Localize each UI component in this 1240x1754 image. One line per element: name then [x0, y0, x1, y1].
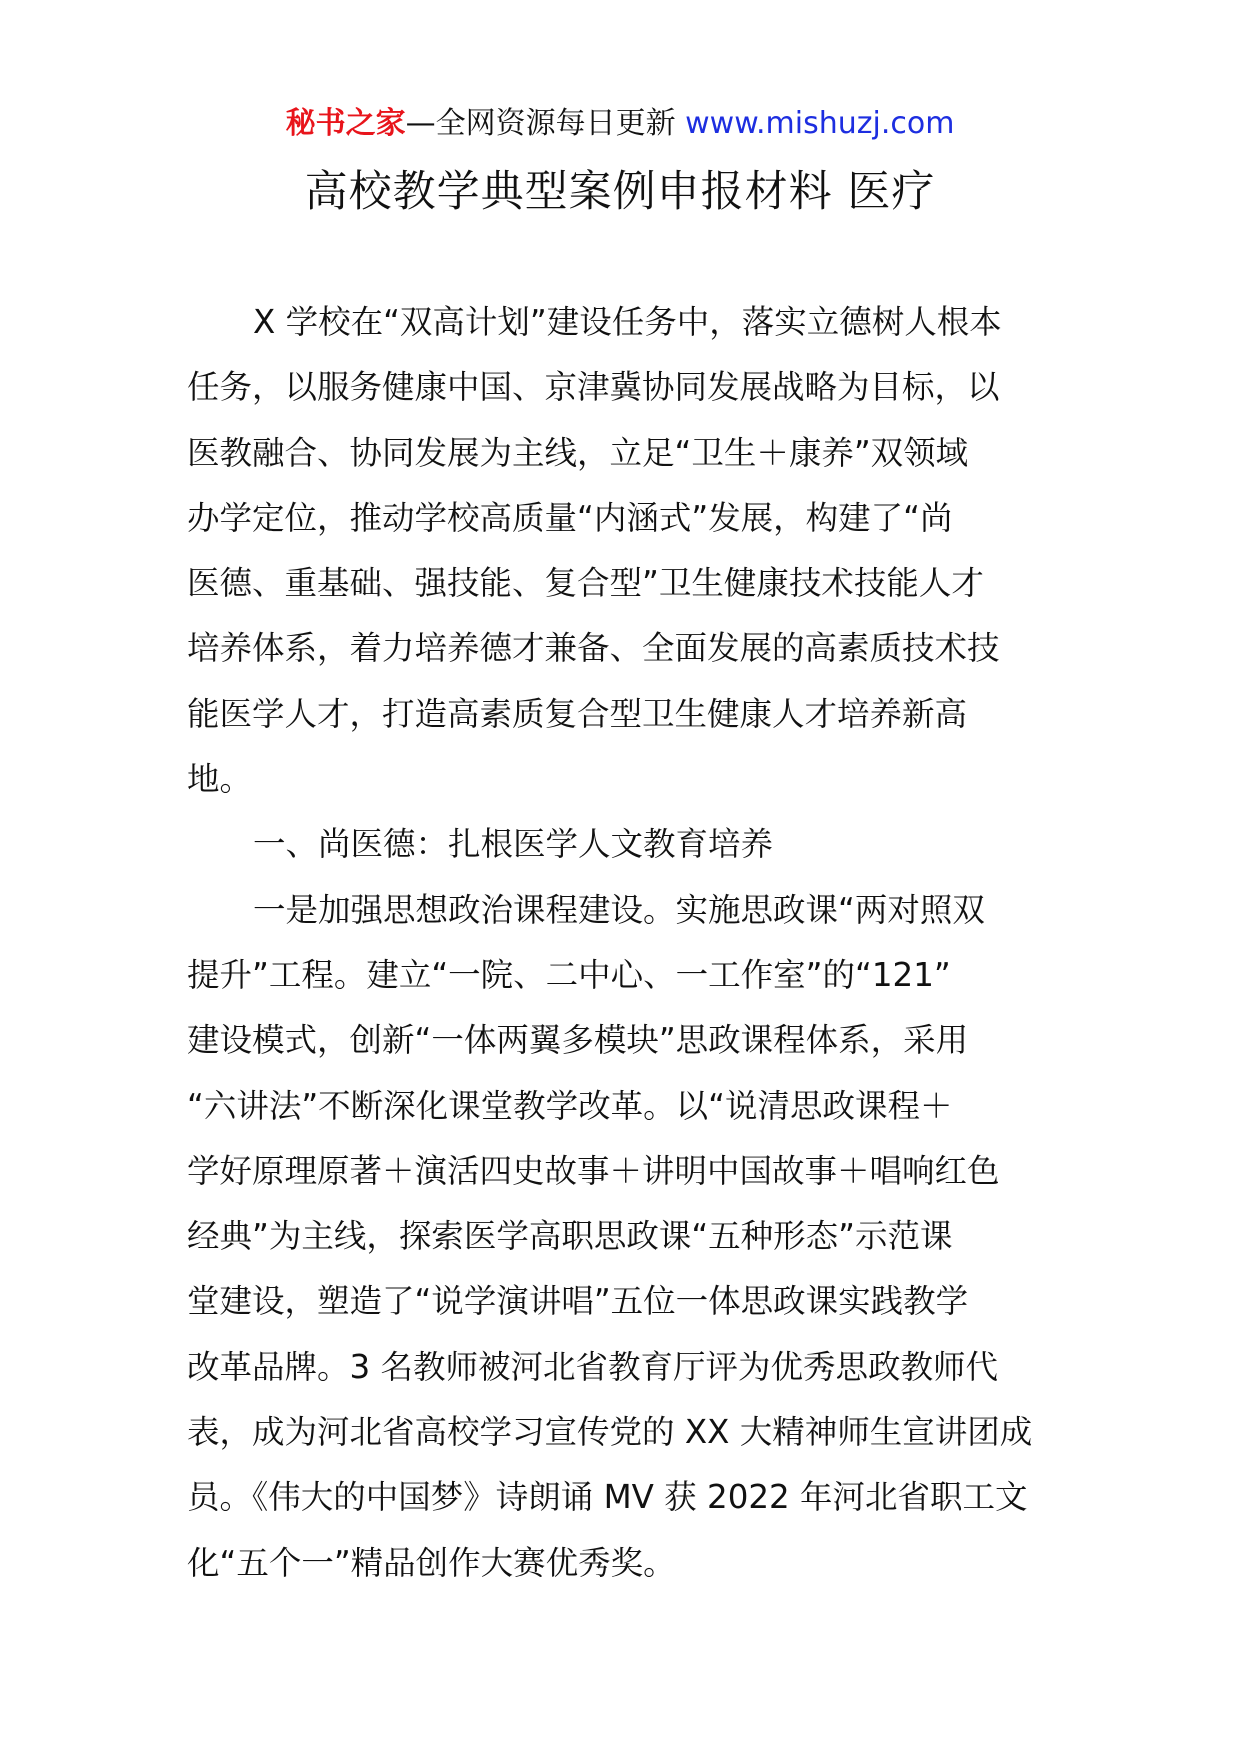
- paragraph-line: 医教融合、协同发展为主线，立足“卫生＋康养”双领域: [187, 433, 969, 472]
- paragraph-line: 能医学人才，打造高素质复合型卫生健康人才培养新高: [187, 694, 968, 733]
- paragraph-line: 地。: [187, 760, 253, 799]
- paragraph-line: 建设模式，创新“一体两翼多模块”思政课程体系，采用: [187, 1021, 969, 1060]
- paragraph-line: 提升”工程。建立“一院、二中心、一工作室”的“121”: [187, 955, 951, 994]
- paragraph-line: 任务，以服务健康中国、京津冀协同发展战略为目标，以: [187, 368, 1000, 407]
- paragraph-line: 医德、重基础、强技能、复合型”卫生健康技术技能人才: [187, 564, 984, 603]
- paragraph-line: 一是加强思想政治课程建设。实施思政课“两对照双: [253, 890, 985, 929]
- document-title: 高校教学典型案例申报材料 医疗: [304, 167, 936, 217]
- brand-name: 秘书之家: [285, 106, 406, 141]
- site-url-link[interactable]: www.mishuzj.com: [685, 106, 955, 141]
- paragraph-line: X 学校在“双高计划”建设任务中，落实立德树人根本: [253, 303, 1002, 341]
- paragraph-line: 化“五个一”精品创作大赛优秀奖。: [187, 1543, 676, 1582]
- paragraph-line: 办学定位，推动学校高质量“内涵式”发展，构建了“尚: [187, 498, 953, 537]
- paragraph-line: 学好原理原著＋演活四史故事＋讲明中国故事＋唱响红色: [187, 1151, 1000, 1190]
- paragraph-line: 堂建设，塑造了“说学演讲唱”五位一体思政课实践教学: [187, 1282, 969, 1321]
- paragraph-line: “六讲法”不断深化课堂教学改革。以“说清思政课程＋: [187, 1086, 953, 1125]
- paragraph-line: 员。《伟大的中国梦》诗朗诵 MV 获 2022 年河北省职工文: [187, 1478, 1028, 1517]
- paragraph-line: 表，成为河北省高校学习宣传党的 XX 大精神师生宣讲团成: [187, 1413, 1033, 1452]
- paragraph-line: 改革品牌。3 名教师被河北省教育厅评为优秀思政教师代: [187, 1347, 999, 1386]
- site-header: [0, 104, 1240, 144]
- section-heading: 一、尚医德：扎根医学人文教育培养: [253, 825, 774, 864]
- paragraph-line: 经典”为主线，探索医学高职思政课“五种形态”示范课: [187, 1217, 953, 1256]
- document-body: [187, 290, 1057, 1596]
- paragraph-line: 培养体系，着力培养德才兼备、全面发展的高素质技术技: [187, 629, 1000, 668]
- header-tagline: —全网资源每日更新: [405, 106, 676, 141]
